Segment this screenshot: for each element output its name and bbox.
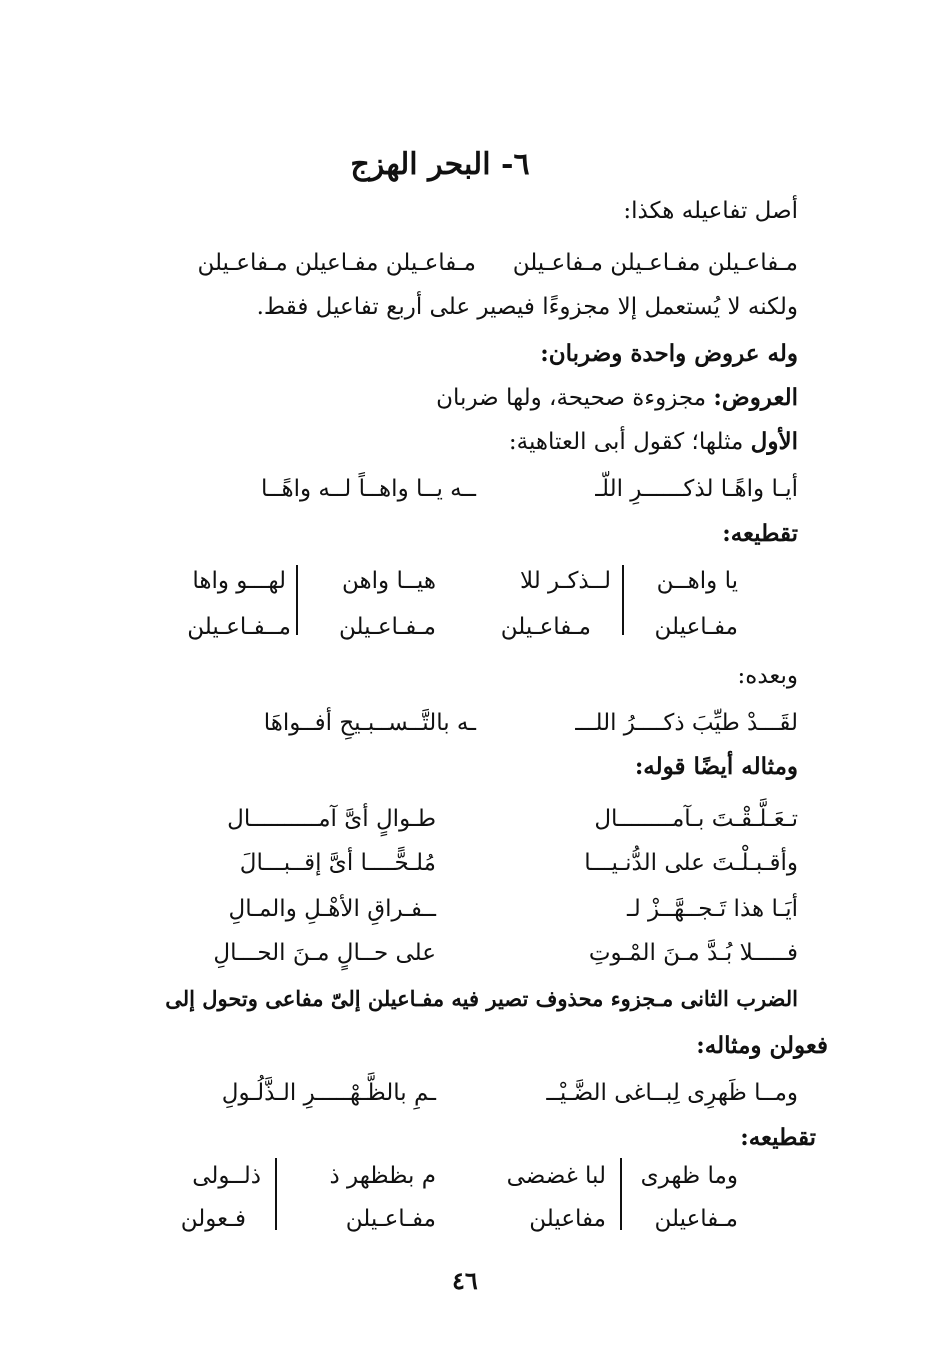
- scan2-r2-c4: فـعولن: [180, 1206, 246, 1232]
- origin-label: أصل تفاعيله هكذا:: [623, 198, 798, 224]
- scan2-r2-c2: مفاعيلن: [529, 1206, 606, 1232]
- scan1-divider-right: [622, 565, 624, 635]
- ex2-line4-left: على حــالٍ مـنَ الحـــالِ: [213, 940, 436, 966]
- scan2-r1-c2: لبا غضضى: [506, 1163, 606, 1189]
- ex2-line1-left: طـوالٍ أىَّ آمــــــــــال: [227, 806, 436, 832]
- scan1-r2-c4: مــفـاعـيلن: [187, 614, 291, 640]
- first-darb-text: مثلها؛ كقول أبى العتاهية:: [508, 429, 744, 455]
- structure-line: وله عروض واحدة وضربان:: [540, 340, 798, 367]
- usage-note: ولكنه لا يُستعمل إلا مجزوءًا فيصير على أربع تفاعيل فقط.: [256, 294, 798, 320]
- ex2-line2-left: مُلـحًّــــا أىَّ إقــبـــالَ: [239, 850, 436, 876]
- first-darb-line: [509, 430, 798, 454]
- after-verse-right: لقَـــدْ طيِّبَ ذكــــرُ اللـــ: [575, 710, 798, 736]
- verse1-right: أيـا واهًـا لذكــــــرِ اللّـ: [595, 476, 798, 502]
- scan2-divider-left: [275, 1158, 277, 1230]
- scan2-r2-c1: مـفاعيلن: [654, 1206, 738, 1232]
- ex2-line3-right: أيَـا هذا تَـجــهَّــزْ لـ: [626, 896, 798, 922]
- scan2-r1-c1: وما ظهرى: [640, 1163, 738, 1189]
- scan1-r1-c2: لــذكـر للا: [520, 568, 611, 594]
- scan2-divider-right: [620, 1158, 622, 1230]
- verse1-left: ــه يــا واهــاً لــه واهًــا: [261, 476, 476, 502]
- scan1-r1-c3: هيــا واهن: [342, 568, 436, 594]
- scan1-r2-c3: مـفـاعـيلن: [339, 614, 436, 640]
- arud-line: [436, 386, 798, 410]
- scan2-r1-c3: م بظظهر ذ: [329, 1163, 436, 1189]
- ex2-line1-right: تـعَـلَّـقْـتَ بـآمــــــــال: [594, 806, 798, 832]
- page-title: ٦- البحر الهزج: [350, 147, 530, 182]
- first-darb-label: الأول: [750, 428, 798, 455]
- verse2-left: ـمِ بالظَّـهْـــــرِ الـذَّلُـولِ: [221, 1080, 436, 1106]
- second-darb-line1: الضرب الثانى مـجزوء محذوف تصير فيه مفـاعيلن إلىّ مفاعى وتحول إلى: [165, 986, 798, 1011]
- example2-label: ومثاله أيضًا قوله:: [634, 753, 798, 780]
- second-darb-line2: فعولن ومثاله:: [696, 1032, 828, 1059]
- after-label: وبعده:: [737, 663, 798, 689]
- origin-left-half: مـفاعـيلن مفـاعيلن مـفاعـيلن: [197, 250, 476, 276]
- scan2-r2-c3: مفـاعـيلن: [345, 1206, 436, 1232]
- scan1-divider-left: [296, 565, 298, 635]
- scansion2-label: تقطيعه:: [740, 1124, 816, 1151]
- scan2-r1-c4: ذلــولى: [192, 1163, 261, 1189]
- ex2-line4-right: فـــــلا بُـدَّ مـنَ المْـوتِ: [588, 940, 798, 966]
- scan1-r2-c1: مفـاعيلن: [654, 614, 738, 640]
- scan1-r1-c1: يا واهــن: [656, 568, 738, 594]
- page-number: ٤٦: [452, 1266, 478, 1295]
- arud-label: العروض:: [713, 384, 798, 411]
- scansion1-label: تقطيعه:: [722, 520, 798, 547]
- origin-right-half: مـفاعـيلن مفـاعـيلن مـفاعـيلن: [512, 250, 798, 276]
- ex2-line2-right: وأقـبـلْـتَ على الدُّنـيـــا: [584, 850, 798, 876]
- scan1-r1-c4: لهـــو واها: [192, 568, 286, 594]
- ex2-line3-left: ــفـراقِ الأهْـلِ والمـالِ: [228, 896, 436, 922]
- verse2-right: ومــا ظَهرِى لِبــاغى الضَّـيْــ: [546, 1080, 798, 1106]
- scan1-r2-c2: مـفاعـيلن: [500, 614, 591, 640]
- arud-text: مجزوءة صحيحة، ولها ضربان: [436, 385, 707, 411]
- after-verse-left: ـه بالتَّــســبـيحِ أفــواهَا: [263, 710, 476, 736]
